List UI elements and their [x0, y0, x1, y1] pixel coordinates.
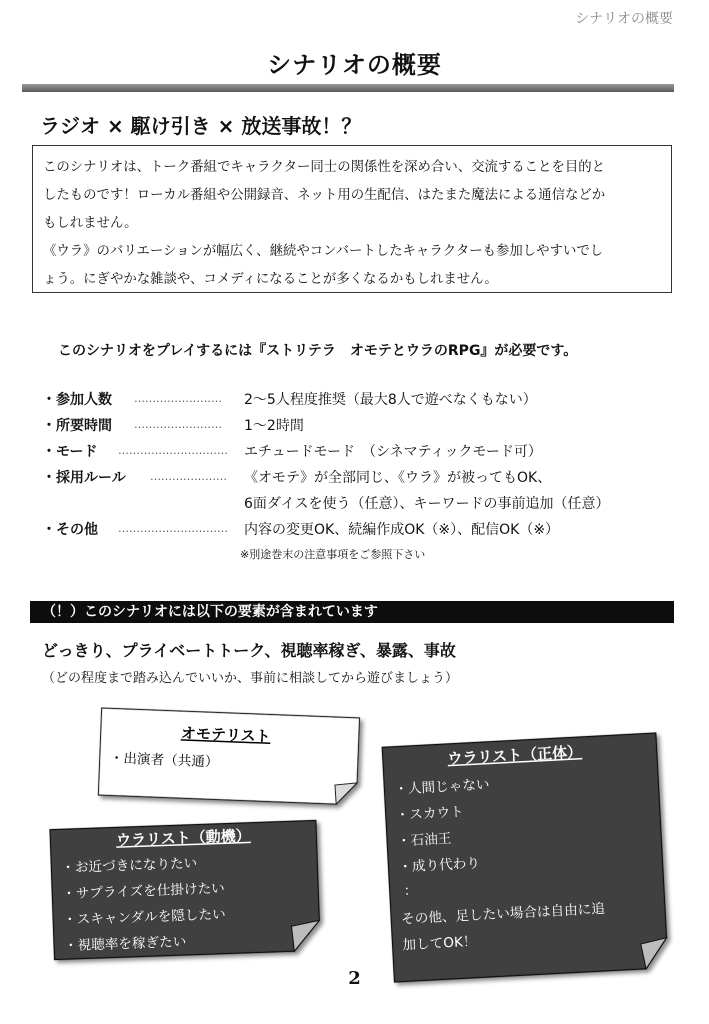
spec-value: エチュードモード （シネマティックモード可）: [244, 444, 542, 460]
ura-identity-item: ・成り代わり: [398, 855, 481, 876]
spec-dots: ……………………: [134, 392, 222, 405]
ura-identity-extra: 加してOK！: [402, 933, 477, 954]
spec-value: 1～2時間: [244, 418, 304, 434]
ura-identity-item: ・人間じゃない: [393, 776, 490, 798]
spec-dots: ……………………: [134, 418, 222, 431]
ura-motive-title: ウラリスト（動機）: [115, 826, 251, 850]
ura-motive-item: ・サプライズを仕掛けたい: [61, 880, 226, 903]
spec-label: ・所要時間: [42, 418, 112, 434]
ura-identity-item: ・スカウト: [395, 804, 465, 824]
omote-list-item: ・出演者（共通）: [109, 750, 219, 771]
omote-list-title: オモテリスト: [180, 724, 271, 746]
spec-value: 内容の変更OK、続編作成OK（※）、配信OK（※）: [244, 522, 560, 538]
intro-line: ょう。にぎやかな雑談や、コメディになることが多くなるかもしれません。: [43, 272, 498, 287]
section-tag: シナリオの概要: [575, 11, 673, 27]
spec-value: 2～5人程度推奨（最大8人で遊べなくもない）: [244, 392, 537, 408]
ura-identity-card: [382, 733, 668, 982]
spec-label: ・その他: [42, 522, 98, 538]
spec-dots: …………………………: [118, 444, 228, 457]
spec-note: ※別途巻末の注意事項をご参照下さい: [240, 548, 426, 561]
omote-list-card: [98, 708, 359, 805]
spec-dots: …………………………: [118, 522, 228, 535]
page-title: シナリオの概要: [267, 51, 442, 79]
spec-dots: …………………: [150, 470, 227, 483]
ura-motive-item: ・視聴率を稼ぎたい: [63, 933, 187, 955]
ura-identity-ellipsis: ：: [403, 882, 418, 900]
intro-line: したものです！ローカル番組や公開録音、ネット用の生配信、はたまた魔法による通信などか: [43, 188, 606, 203]
intro-line: このシナリオは、トーク番組でキャラクター同士の関係性を深め合い、交流することを目的と: [43, 160, 606, 175]
content-elements: どっきり、プライベートトーク、視聴率稼ぎ、暴露、事故: [42, 641, 456, 660]
intro-line: 《ウラ》のバリエーションが幅広く、継続やコンバートしたキャラクターも参加しやすいでし: [43, 244, 604, 259]
scenario-subtitle: ラジオ × 駆け引き × 放送事故！？: [40, 114, 362, 138]
spec-label: ・モード: [42, 444, 98, 460]
page-number: 2: [348, 968, 361, 989]
spec-value: 《オモテ》が全部同じ、《ウラ》が被ってもOK、: [244, 470, 552, 486]
ura-identity-item: ・石油王: [396, 830, 452, 850]
ura-identity-title: ウラリスト（正体）: [447, 742, 583, 768]
requirement-note: このシナリオをプレイするには『ストリテラ オモテとウラのRPG』が必要です。: [58, 343, 578, 359]
spec-label: ・参加人数: [42, 392, 112, 408]
ura-motive-item: ・お近づきになりたい: [61, 855, 198, 877]
ura-motive-card: [50, 820, 320, 959]
content-warning-bar: （！）このシナリオには以下の要素が含まれています: [30, 601, 674, 623]
content-elements-note: （どの程度まで踏み込んでいいか、事前に相談してから遊びましょう）: [42, 671, 459, 686]
spec-value: 6面ダイスを使う（任意）、キーワードの事前追加（任意）: [244, 496, 610, 512]
ura-motive-item: ・スキャンダルを隠したい: [62, 906, 226, 929]
ura-identity-extra: その他、足したい場合は自由に追: [400, 900, 606, 928]
spec-label: ・採用ルール: [42, 470, 126, 486]
intro-line: もしれません。: [43, 216, 138, 231]
